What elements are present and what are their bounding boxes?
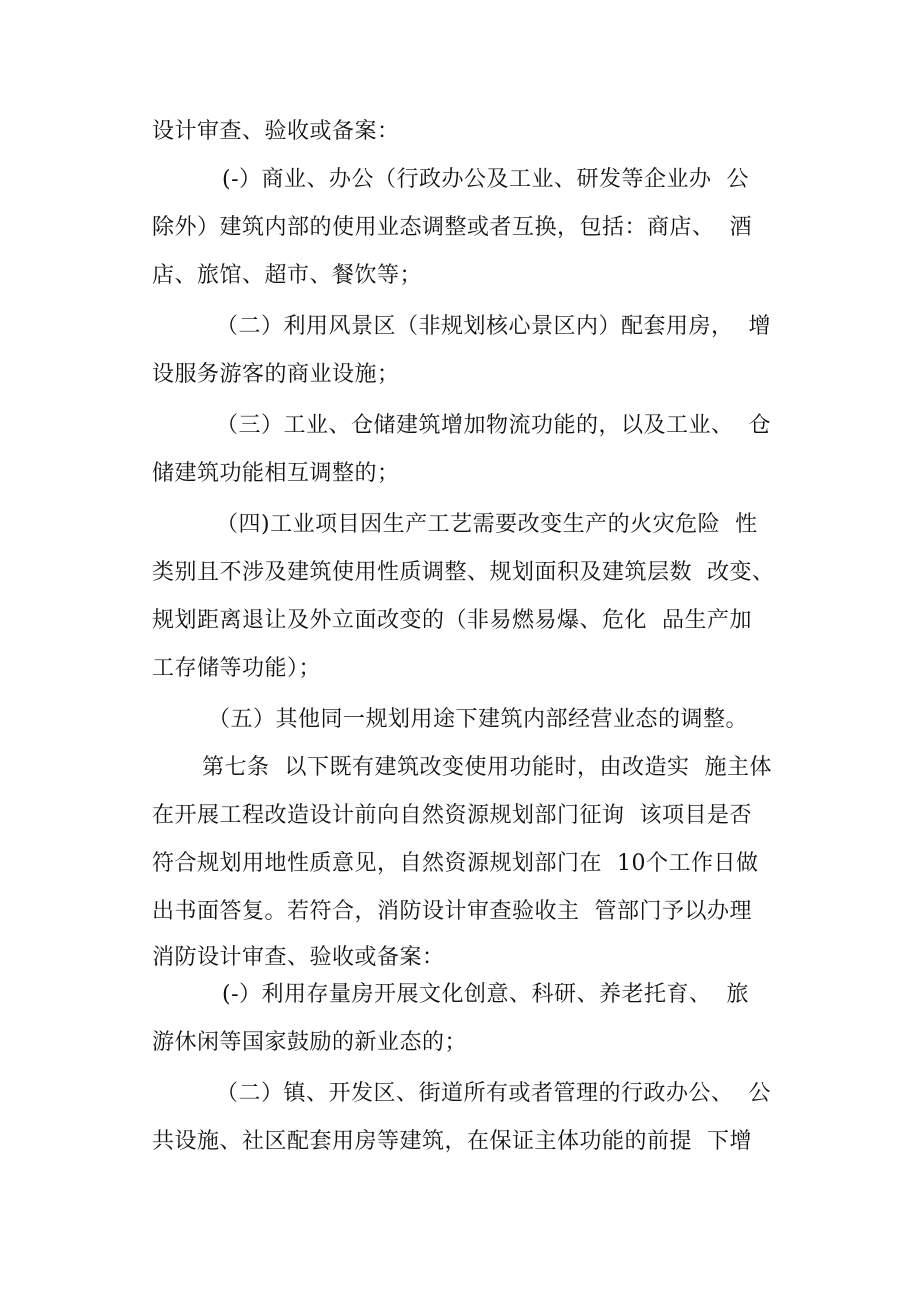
text-line: 游休闲等国家鼓励的新业态的； [152,1030,468,1055]
text-line: 设计审查、验收或备案： [152,119,400,144]
text-line: 工存储等功能）； [152,656,322,681]
text-line: （二）利用风景区（非规划核心景区内）配套用房， 增 [216,314,771,339]
text-line: (-）利用存量房开展文化创意、科研、养老托育、 旅 [222,982,750,1007]
text-line: （二）镇、开发区、街道所有或者管理的行政办公、 公 [216,1081,771,1106]
text-line: 规划距离退让及外立面改变的（非易燃易爆、危化 品生产加 [152,608,752,633]
text-line: （三）工业、仓储建筑增加物流功能的，以及工业、 仓 [216,413,771,438]
text-line: 类别且不涉及建筑使用性质调整、规划面积及建筑层数 改变、 [152,560,775,585]
text-line: (-）商业、办公（行政办公及工业、研发等企业办 公 [222,167,750,192]
text-line: 符合规划用地性质意见，自然资源规划部门在 10个工作日做 [152,851,759,876]
text-line: （五）其他同一规划用途下建筑内部经营业态的调整。 [208,707,749,732]
text-line: 除外）建筑内部的使用业态调整或者互换，包括：商店、 酒 [152,215,752,240]
text-line: 出书面答复。若符合，消防设计审查验收主 管部门予以办理 [152,899,752,924]
text-line: 设服务游客的商业设施； [152,362,400,387]
text-line: 共设施、社区配套用房等建筑，在保证主体功能的前提 下增 [152,1129,752,1154]
text-line: 储建筑功能相互调整的； [152,461,400,486]
text-line: 在开展工程改造设计前向自然资源规划部门征询 该项目是否 [152,803,752,828]
text-line: 店、旅馆、超市、餐饮等； [152,263,423,288]
text-line: （四)工业项目因生产工艺需要改变生产的火灾危险 性 [216,512,758,537]
text-line: 消防设计审查、验收或备案： [152,945,445,970]
text-line: 第七条 以下既有建筑改变使用功能时，由改造实 施主体 [202,755,772,780]
